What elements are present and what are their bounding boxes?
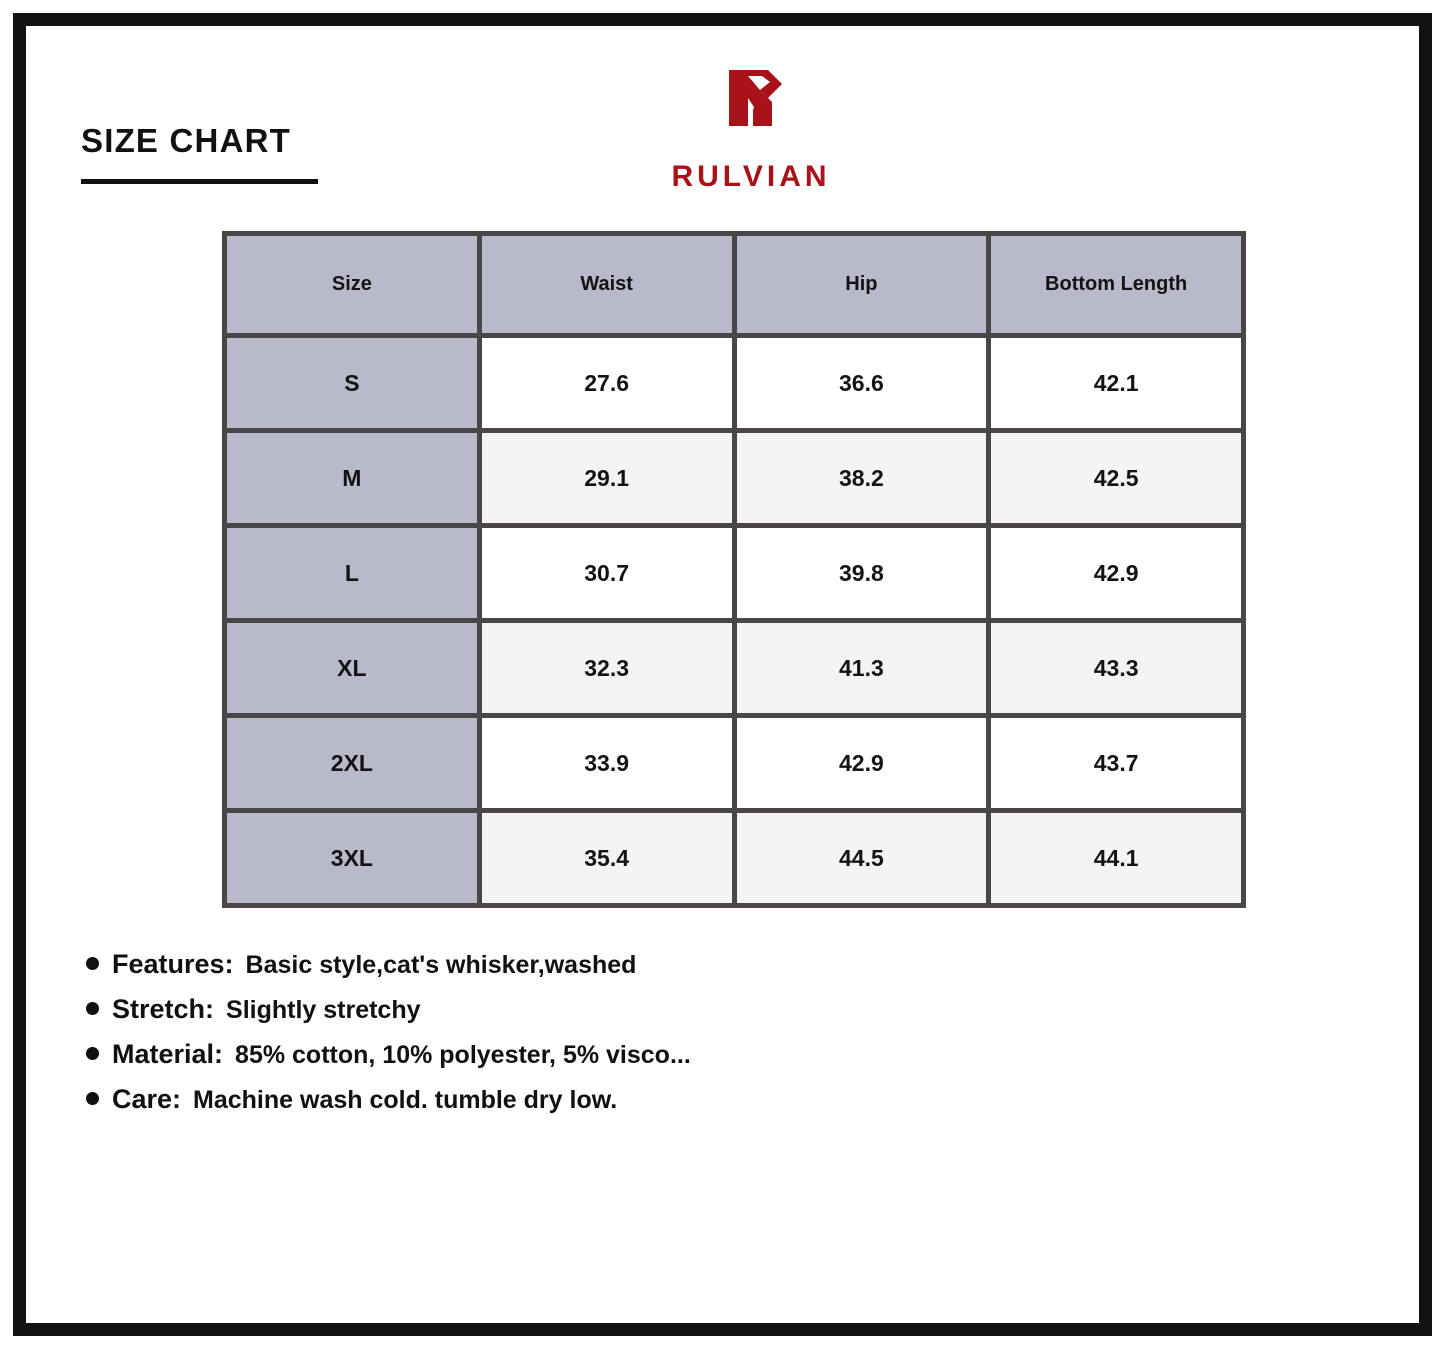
- header: [26, 26, 1419, 211]
- table-row: [227, 528, 1241, 618]
- feature-value: 85% cotton, 10% polyester, 5% visco...: [235, 1041, 691, 1069]
- column-header-size: Size: [227, 236, 477, 333]
- feature-label: Material:: [112, 1039, 224, 1069]
- bullet-icon: [86, 1092, 99, 1105]
- table-row: [227, 718, 1241, 808]
- brand-name: RULVIAN: [671, 160, 831, 193]
- cell-size: 3XL: [227, 813, 477, 903]
- cell-hip: 36.6: [737, 338, 987, 428]
- list-item: [86, 994, 1286, 1025]
- table-row: [227, 623, 1241, 713]
- cell-bottom-length: 43.7: [991, 718, 1241, 808]
- bullet-icon: [86, 1002, 99, 1015]
- page-title: SIZE CHART: [81, 122, 291, 159]
- cell-waist: 29.1: [482, 433, 732, 523]
- list-item: [86, 949, 1286, 980]
- column-header-hip: Hip: [737, 236, 987, 333]
- title-block: [81, 124, 318, 184]
- cell-hip: 39.8: [737, 528, 987, 618]
- page-inner: [26, 26, 1419, 1323]
- table-row: [227, 338, 1241, 428]
- brand-block: [636, 64, 866, 194]
- feature-label: Stretch:: [112, 994, 215, 1024]
- cell-waist: 35.4: [482, 813, 732, 903]
- cell-hip: 44.5: [737, 813, 987, 903]
- cell-hip: 42.9: [737, 718, 987, 808]
- column-header-bottom-length: Bottom Length: [991, 236, 1241, 333]
- cell-waist: 32.3: [482, 623, 732, 713]
- cell-hip: 38.2: [737, 433, 987, 523]
- cell-size: S: [227, 338, 477, 428]
- features-list: [86, 949, 1286, 1129]
- cell-bottom-length: 42.1: [991, 338, 1241, 428]
- feature-label: Features:: [112, 949, 234, 979]
- list-item: [86, 1084, 1286, 1115]
- cell-size: XL: [227, 623, 477, 713]
- cell-bottom-length: 43.3: [991, 623, 1241, 713]
- cell-bottom-length: 42.9: [991, 528, 1241, 618]
- cell-bottom-length: 44.1: [991, 813, 1241, 903]
- bullet-icon: [86, 957, 99, 970]
- table-row: [227, 813, 1241, 903]
- size-table: [222, 231, 1246, 908]
- size-table-head: [227, 236, 1241, 333]
- cell-waist: 27.6: [482, 338, 732, 428]
- title-underline-divider: [81, 179, 318, 184]
- size-table-body: [227, 338, 1241, 903]
- feature-value: Machine wash cold. tumble dry low.: [193, 1086, 618, 1114]
- table-row: [227, 433, 1241, 523]
- feature-label: Care:: [112, 1084, 182, 1114]
- bullet-icon: [86, 1047, 99, 1060]
- feature-value: Slightly stretchy: [226, 996, 421, 1024]
- cell-size: M: [227, 433, 477, 523]
- rulvian-r-logo-icon: [636, 64, 866, 152]
- size-table-container: [222, 231, 1246, 908]
- list-item: [86, 1039, 1286, 1070]
- table-header-row: [227, 236, 1241, 333]
- column-header-waist: Waist: [482, 236, 732, 333]
- cell-waist: 33.9: [482, 718, 732, 808]
- feature-value: Basic style,cat's whisker,washed: [245, 951, 637, 979]
- cell-size: L: [227, 528, 477, 618]
- cell-waist: 30.7: [482, 528, 732, 618]
- cell-size: 2XL: [227, 718, 477, 808]
- cell-bottom-length: 42.5: [991, 433, 1241, 523]
- page-border-frame: [13, 13, 1432, 1336]
- cell-hip: 41.3: [737, 623, 987, 713]
